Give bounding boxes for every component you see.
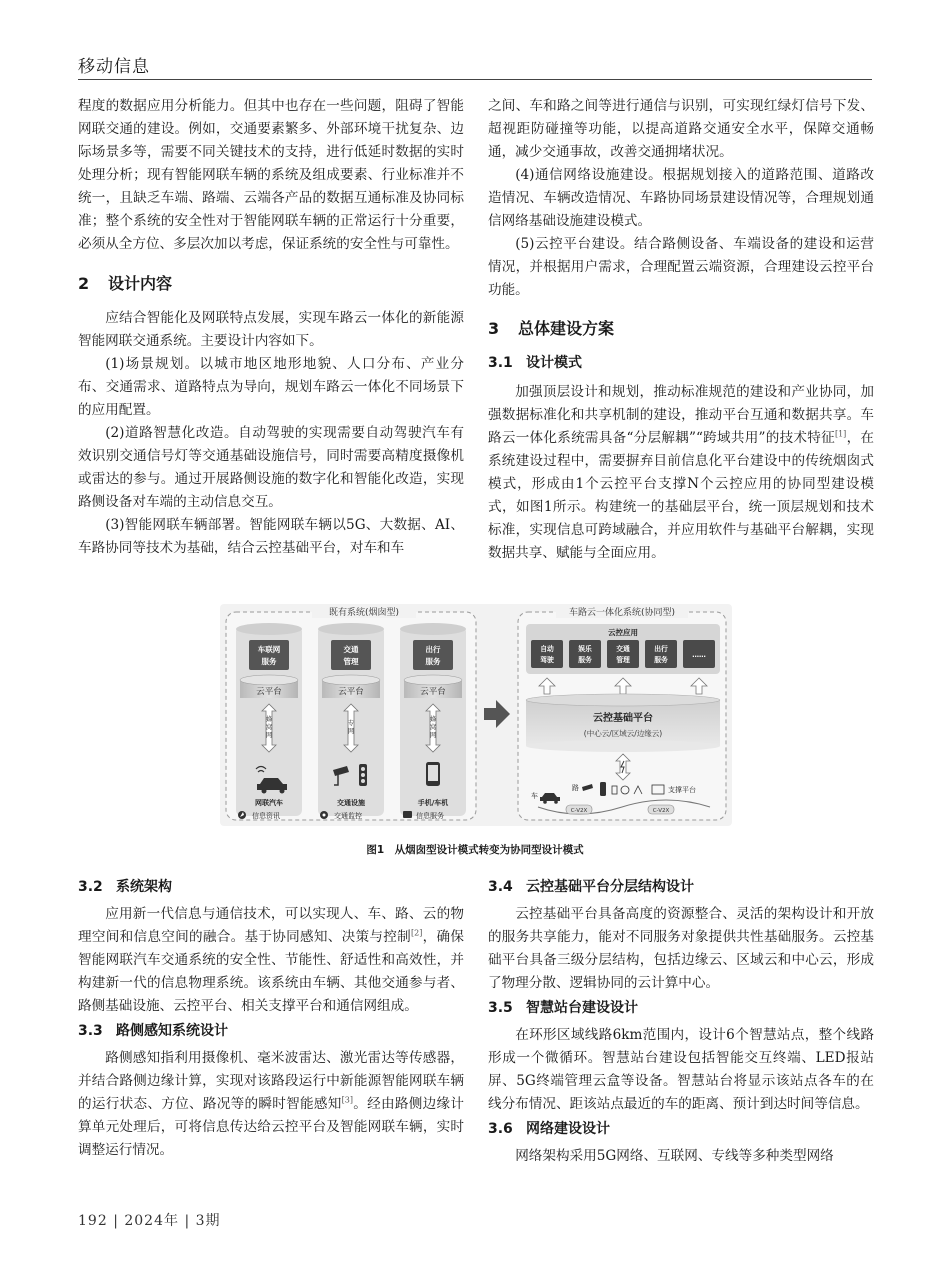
- cloud-apps-title: 云控应用: [608, 628, 638, 637]
- stack-2-device: 交通设施: [337, 799, 365, 807]
- section-2-intro: 应结合智能化及网联特点发展，实现车路云一体化的新能源智能网联交通系统。主要设计内容如下。: [78, 310, 464, 349]
- design-item-3: (3)智能网联车辆部署。智能网联车辆以5G、大数据、AI、车路协同等技术为基础，结合云控基础平台，对车和车: [78, 517, 464, 556]
- chat-icon: [403, 811, 412, 818]
- stack-3-network-3: 网: [429, 731, 437, 739]
- section-3-1-title: 设计模式: [526, 355, 582, 371]
- v2x-label-2: C-V2X: [652, 808, 670, 814]
- footer-separator-2: |: [184, 1213, 196, 1229]
- section-3-6-paragraph: 网络架构采用5G网络、互联网、专线等多种类型网络: [515, 1148, 834, 1164]
- section-3-1-paragraph: [488, 381, 874, 565]
- cloud-base-subtitle: (中心云/区域云/边缘云): [583, 729, 663, 738]
- stack-1-network-1: 蜂: [265, 715, 273, 723]
- stack-3-service-line-1: 出行: [425, 645, 441, 654]
- figure-1: [220, 604, 732, 826]
- app-3-line-1: 交通: [616, 645, 630, 653]
- section-3-6-title: 网络建设设计: [526, 1121, 610, 1137]
- app-4-line-2: 服务: [654, 656, 668, 664]
- stack-1: [236, 623, 302, 816]
- app-5-line-1: ……: [692, 651, 706, 659]
- bottom-support-label: 支撑平台: [668, 786, 696, 794]
- cloud-base-title: 云控基础平台: [593, 713, 653, 724]
- paragraph-continued: 程度的数据应用分析能力。但其中也存在一些问题，阻碍了智能网联交通的建设。例如，交通要素繁多、外部环境干扰复杂、边际场景多等，需要不同关键技术的支持，进行低延时数据的实时处理分析；现有智能网联车辆的系统及组成要素、行业标准并不统一，且缺乏车端、路端、云端各产品的数据互通标准及协同标准；整个系统的安全性对于智能网联车辆的正常运行十分重要，必须从全方位、多层次加以考虑，保证系统的安全性与可靠性。: [78, 98, 464, 252]
- stack-2-cloud-top: [322, 675, 380, 685]
- stack-1-cloud-top: [240, 675, 298, 685]
- footer-year: 2024年: [124, 1213, 179, 1229]
- legacy-system-title: 既有系统(烟囱型): [328, 608, 400, 618]
- stack-1-cloud-label: 云平台: [256, 687, 282, 697]
- design-item-2: (2)道路智慧化改造。自动驾驶的实现需要自动驾驶汽车有效识别交通信号灯等交通基础设施信号，同时需要高精度摄像机或雷达的参与。通过开展路侧设施的数字化和智能化改造，实现路侧设备对车端的主动信息交互。: [78, 425, 464, 510]
- section-3-2-title: 系统架构: [116, 879, 172, 895]
- stack-1-service-line-1: 车联网: [257, 645, 281, 654]
- stack-1-bottom-label: 信息资讯: [252, 812, 280, 820]
- section-3-3-heading: [78, 1020, 464, 1043]
- right-column-top: [488, 95, 874, 565]
- section-3-5-paragraph: 在环形区域线路6km范围内，设计6个智慧站点，整个线路形成一个微循环。智慧站台建设包括智能交互终端、LED报站屏、5G终端管理云盒等设备。智慧站台将显示该站点各车的在线分布情况、距该站点最近的车的距离、预计到达时间等信息。: [488, 1027, 874, 1112]
- section-3-2-text-a: 应用新一代信息与通信技术，可以实现人、车、路、云的物理空间和信息空间的融合。基于协同感知、决策与控制: [78, 906, 464, 945]
- stack-2-network-2: 网: [347, 727, 355, 735]
- section-3-3-paragraph: [78, 1047, 464, 1162]
- section-3-number: 3: [488, 319, 500, 338]
- right-column-bottom: [488, 876, 874, 1168]
- stack-3-device: 手机/车机: [417, 799, 449, 807]
- page-number: 192: [78, 1213, 108, 1229]
- section-2-heading: [78, 272, 464, 295]
- phone-icon: [426, 762, 440, 786]
- section-3-1-text-b: ，在系统建设过程中，需要摒弃目前信息化平台建设中的传统烟囱式模式，形成由1个云控平台支撑N个云控应用的协同型建设模式，如图1所示。构建统一的基础层平台，统一顶层规划和技术标准，实现信息可跨域融合，并应用软件与基础平台解耦，实现数据共享、赋能与全面应用。: [488, 430, 875, 561]
- section-3-3-number: 3.3: [78, 1023, 103, 1039]
- stack-1-top: [236, 623, 302, 635]
- section-3-1-text-a: 加强顶层设计和规划，推动标准规范的建设和产业协同，加强数据标准化和共享机制的建设，推动平台互通和数据共享。车路云一体化系统需具备“分层解耦”“跨域共用”的技术特征: [488, 384, 874, 446]
- app-tile-3: [607, 640, 639, 668]
- stack-2-bottom-label: 交通监控: [334, 812, 362, 820]
- integrated-system-title: 车路云一体化系统(协同型): [568, 608, 676, 618]
- section-2-title: 设计内容: [108, 274, 173, 293]
- stack-2: [318, 623, 384, 816]
- section-3-6-number: 3.6: [488, 1121, 513, 1137]
- design-item-3-continued: 之间、车和路之间等进行通信与识别，可实现红绿灯信号下发、超视距防碰撞等功能，以提高道路交通安全水平，保障交通畅通，减少交通事故，改善交通拥堵状况。: [488, 98, 874, 160]
- section-3-6-heading: [488, 1118, 874, 1141]
- app-tile-2: [569, 640, 601, 668]
- section-3-title: 总体建设方案: [518, 319, 615, 338]
- stack-2-cloud-label: 云平台: [338, 687, 364, 697]
- section-2-number: 2: [78, 274, 90, 293]
- stack-2-service-line-1: 交通: [343, 645, 359, 654]
- stack-2-service-line-2: 管理: [343, 657, 359, 666]
- app-tile-1: [531, 640, 563, 668]
- app-2-line-1: 娱乐: [578, 645, 592, 653]
- stack-3: [400, 623, 466, 816]
- stack-1-network-3: 网: [265, 731, 273, 739]
- section-3-2-paragraph: [78, 903, 464, 1018]
- left-column-top: [78, 95, 464, 560]
- section-3-4-paragraph: 云控基础平台具备高度的资源整合、灵活的架构设计和开放的服务共享能力，能对不同服务对象提供共性基础服务。云控基础平台具备三级分层结构，包括边缘云、区域云和中心云，形成了物理分散、逻辑协同的云计算中心。: [488, 906, 874, 991]
- design-item-5: (5)云控平台建设。结合路侧设备、车端设备的建设和运营情况，并根据用户需求，合理配置云端资源，合理建设云控平台功能。: [488, 236, 874, 298]
- cloud-base-top: [526, 694, 720, 706]
- bottom-road-label: 路: [572, 784, 579, 792]
- section-3-1-number: 3.1: [488, 355, 513, 371]
- app-2-line-2: 服务: [578, 656, 592, 664]
- stack-3-cloud-label: 云平台: [420, 687, 446, 697]
- stack-3-top: [400, 623, 466, 635]
- section-3-4-title: 云控基础平台分层结构设计: [526, 879, 694, 895]
- stack-1-network-2: 窝: [265, 723, 273, 731]
- section-3-2-number: 3.2: [78, 879, 103, 895]
- reference-2: [2]: [411, 928, 423, 938]
- bottom-car-label: 车: [531, 792, 538, 800]
- section-3-4-number: 3.4: [488, 879, 513, 895]
- reference-1: [1]: [834, 429, 847, 439]
- reference-3: [3]: [341, 1095, 353, 1105]
- section-3-4-heading: [488, 876, 874, 899]
- journal-header: 移动信息: [78, 57, 150, 77]
- stack-3-cloud-top: [404, 675, 462, 685]
- footer-issue: 3期: [195, 1213, 221, 1229]
- stack-3-network-1: 蜂: [429, 715, 437, 723]
- app-1-line-2: 驾驶: [540, 656, 554, 664]
- left-column-bottom: [78, 876, 464, 1162]
- footer-separator-1: |: [113, 1213, 125, 1229]
- app-tile-5: [683, 640, 715, 668]
- stack-3-service-line-2: 服务: [425, 657, 441, 666]
- compass-icon: [238, 811, 246, 819]
- figure-1-caption: 图1 从烟囱型设计模式转变为协同型设计模式: [366, 844, 584, 856]
- app-3-line-2: 管理: [616, 656, 630, 664]
- section-3-3-text-b: 。经由路侧边缘计算单元处理后，可将信息传达给云控平台及智能网联车辆，实时调整运行情况。: [78, 1096, 465, 1158]
- section-3-5-title: 智慧站台建设设计: [526, 1000, 638, 1016]
- app-4-line-1: 出行: [654, 645, 668, 653]
- v2x-label-1: C-V2X: [570, 808, 588, 814]
- section-3-3-title: 路侧感知系统设计: [116, 1023, 228, 1039]
- cloud-base-bottom: [526, 740, 720, 752]
- stack-3-bottom-label: 信息服务: [416, 812, 444, 820]
- app-tile-4: [645, 640, 677, 668]
- gear-icon: [320, 811, 328, 819]
- section-3-5-heading: [488, 997, 874, 1020]
- section-3-heading: [488, 317, 874, 340]
- app-1-line-1: 自动: [540, 645, 554, 653]
- section-3-5-number: 3.5: [488, 1000, 513, 1016]
- stack-3-network-2: 窝: [429, 723, 437, 731]
- design-item-4: (4)通信网络设施建设。根据规划接入的道路范围、道路改造情况、车辆改造情况、车路协同场景建设情况等，合理规划通信网络基础设施建设模式。: [488, 167, 874, 229]
- design-item-1: (1)场景规划。以城市地区地形地貌、人口分布、产业分布、交通需求、道路特点为导向，规划车路云一体化不同场景下的应用配置。: [78, 356, 464, 418]
- section-3-3-text-a: 路侧感知指利用摄像机、毫米波雷达、激光雷达等传感器，并结合路侧边缘计算，实现对该路段运行中新能源智能网联车辆的运行状态、方位、路况等的瞬时智能感知: [78, 1050, 464, 1112]
- stack-2-network-1: 专: [347, 719, 355, 727]
- header-rule: [78, 79, 872, 80]
- stack-1-service-line-2: 服务: [261, 657, 277, 666]
- page-footer: [78, 1210, 221, 1230]
- stack-1-device: 网联汽车: [255, 799, 283, 807]
- stack-2-top: [318, 623, 384, 635]
- section-3-1-heading: [488, 352, 874, 375]
- section-3-2-heading: [78, 876, 464, 899]
- section-3-2-text-b: ，确保智能网联汽车交通系统的安全性、节能性、舒适性和高效性，并构建新一代的信息物理系统。该系统由车辆、其他交通参与者、路侧基础设施、云控平台、相关支撑平台和通信网组成。: [78, 929, 465, 1014]
- figure-1-diagram: [220, 604, 732, 826]
